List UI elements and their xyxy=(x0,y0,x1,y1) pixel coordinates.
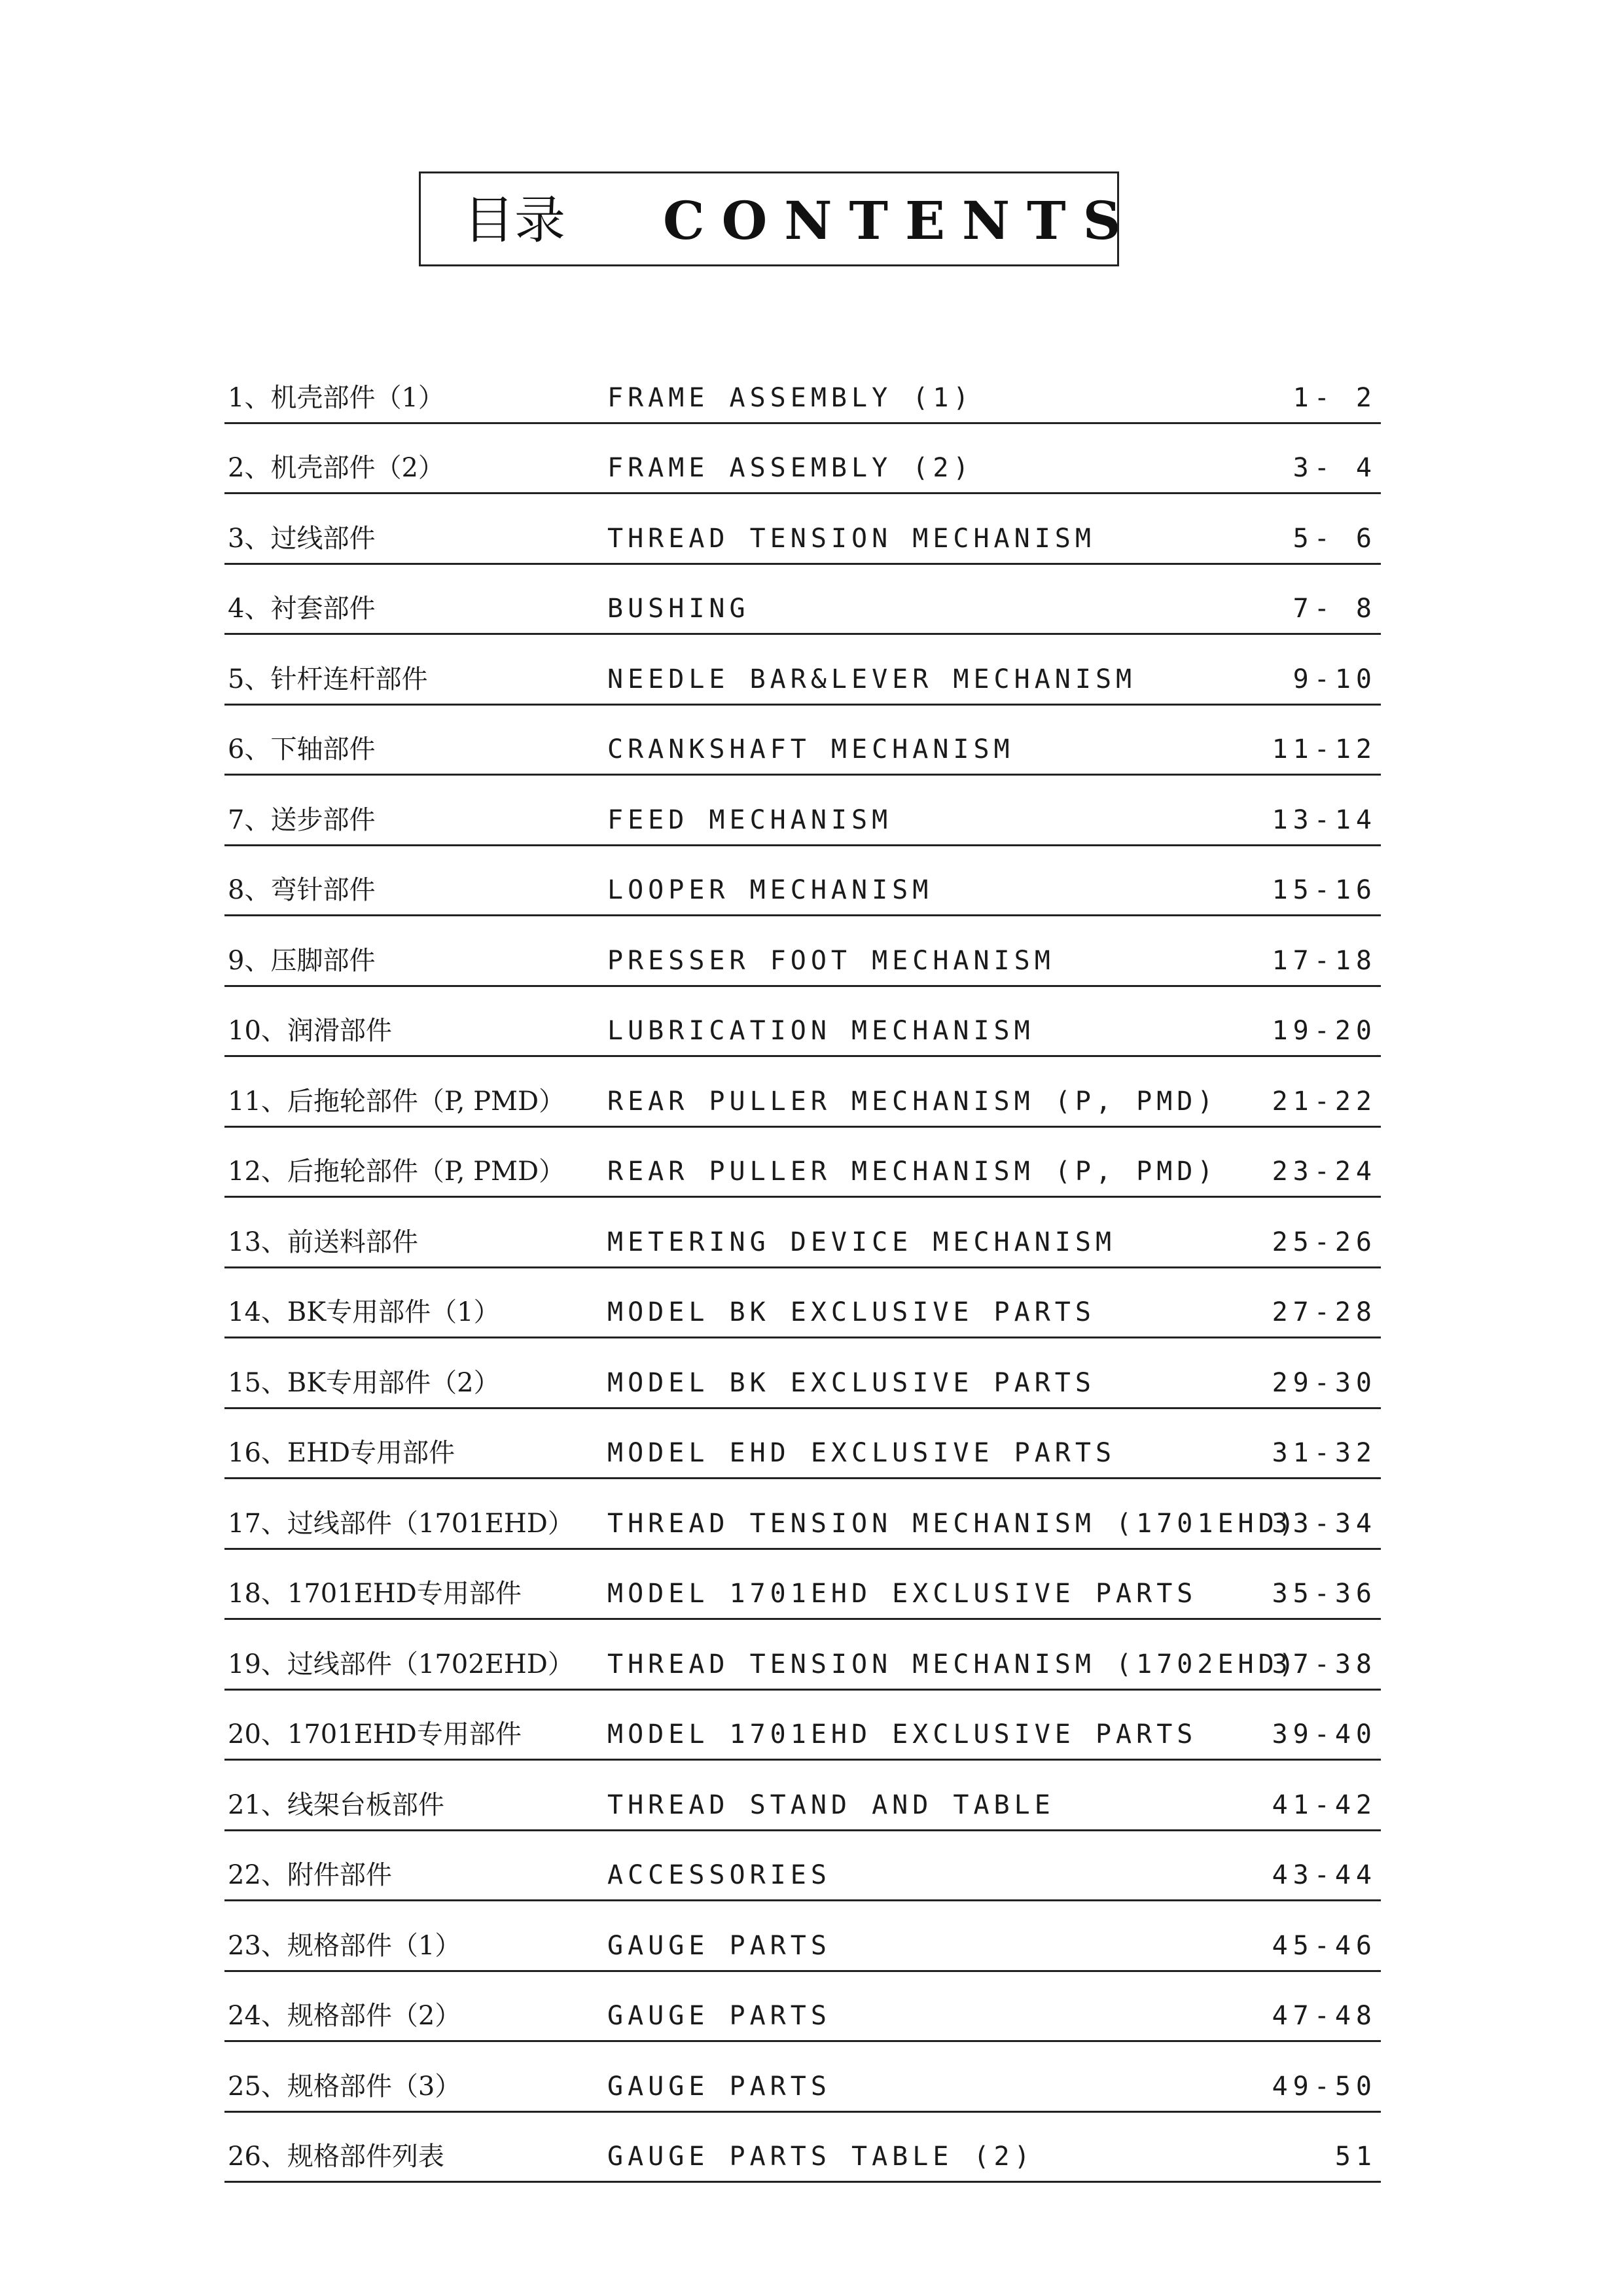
entry-page-range: 43-44 xyxy=(1272,1860,1377,1890)
toc-entry[interactable] xyxy=(224,353,1381,424)
entry-chinese-title: 8、弯针部件 xyxy=(228,875,376,905)
entry-chinese-title: 5、针杆连杆部件 xyxy=(228,664,428,694)
entry-page-range: 9-10 xyxy=(1293,664,1377,694)
entry-page-range: 45-46 xyxy=(1272,1930,1377,1961)
entry-page-range: 35-36 xyxy=(1272,1579,1377,1609)
entry-english-title: MODEL BK EXCLUSIVE PARTS xyxy=(607,1297,1096,1327)
entry-chinese-title: 4、衬套部件 xyxy=(228,594,376,624)
entry-english-title: GAUGE PARTS xyxy=(607,1930,831,1961)
entry-page-range: 3- 4 xyxy=(1293,453,1377,483)
toc-entry[interactable] xyxy=(224,1057,1381,1128)
toc-entry[interactable] xyxy=(224,1831,1381,1902)
entry-chinese-title: 20、1701EHD专用部件 xyxy=(228,1719,522,1749)
entry-chinese-title: 15、BK专用部件（2） xyxy=(228,1367,500,1398)
entry-page-range: 47-48 xyxy=(1272,2001,1377,2031)
entry-english-title: BUSHING xyxy=(607,594,750,624)
entry-chinese-title: 16、EHD专用部件 xyxy=(228,1438,455,1468)
toc-entry[interactable] xyxy=(224,1128,1381,1198)
entry-chinese-title: 3、过线部件 xyxy=(228,523,376,554)
toc-entry[interactable] xyxy=(224,1761,1381,1831)
entry-chinese-title: 13、前送料部件 xyxy=(228,1227,418,1257)
toc-entry[interactable] xyxy=(224,1550,1381,1621)
entry-page-range: 33-34 xyxy=(1272,1508,1377,1539)
entry-english-title: LUBRICATION MECHANISM xyxy=(607,1016,1035,1046)
entry-english-title: REAR PULLER MECHANISM (P, PMD) xyxy=(607,1086,1218,1117)
entry-english-title: FEED MECHANISM xyxy=(607,804,893,835)
toc-entry[interactable] xyxy=(224,1620,1381,1691)
entry-page-range: 13-14 xyxy=(1272,804,1377,835)
entry-chinese-title: 25、规格部件（3） xyxy=(228,2071,461,2102)
entry-chinese-title: 23、规格部件（1） xyxy=(228,1930,461,1961)
entry-page-range: 31-32 xyxy=(1272,1438,1377,1468)
entry-english-title: THREAD TENSION MECHANISM (1701EHD) xyxy=(607,1508,1299,1539)
entry-chinese-title: 24、规格部件（2） xyxy=(228,2001,461,2031)
toc-entry[interactable] xyxy=(224,776,1381,846)
toc-entry[interactable] xyxy=(224,1338,1381,1409)
toc-entry[interactable] xyxy=(224,494,1381,565)
toc-entry[interactable] xyxy=(224,1479,1381,1550)
entry-page-range: 25-26 xyxy=(1272,1227,1377,1257)
entry-chinese-title: 14、BK专用部件（1） xyxy=(228,1297,500,1327)
entry-page-range: 7- 8 xyxy=(1293,594,1377,624)
toc-entry[interactable] xyxy=(224,1198,1381,1268)
entry-english-title: CRANKSHAFT MECHANISM xyxy=(607,734,1014,764)
toc-entry[interactable] xyxy=(224,2042,1381,2113)
toc-entry[interactable] xyxy=(224,1972,1381,2043)
entry-english-title: METERING DEVICE MECHANISM xyxy=(607,1227,1116,1257)
entry-page-range: 27-28 xyxy=(1272,1297,1377,1327)
entry-english-title: NEEDLE BAR&LEVER MECHANISM xyxy=(607,664,1137,694)
entry-page-range: 37-38 xyxy=(1272,1649,1377,1679)
toc-entry[interactable] xyxy=(224,565,1381,636)
toc-entry[interactable] xyxy=(224,635,1381,706)
entry-chinese-title: 22、附件部件 xyxy=(228,1860,392,1890)
entry-chinese-title: 2、机壳部件（2） xyxy=(228,453,444,483)
entry-chinese-title: 17、过线部件（1701EHD） xyxy=(228,1508,574,1539)
entry-page-range: 5- 6 xyxy=(1293,523,1377,554)
entry-chinese-title: 11、后拖轮部件（P, PMD） xyxy=(228,1086,565,1117)
entry-page-range: 49-50 xyxy=(1272,2071,1377,2102)
entry-english-title: ACCESSORIES xyxy=(607,1860,831,1890)
toc-entry[interactable] xyxy=(224,424,1381,495)
toc-entry[interactable] xyxy=(224,1268,1381,1339)
entry-english-title: THREAD TENSION MECHANISM (1702EHD) xyxy=(607,1649,1299,1679)
entry-page-range: 51 xyxy=(1334,2142,1377,2172)
entry-page-range: 1- 2 xyxy=(1293,382,1377,413)
entry-page-range: 11-12 xyxy=(1272,734,1377,764)
title-chinese: 目录 xyxy=(463,191,566,250)
entry-page-range: 39-40 xyxy=(1272,1719,1377,1749)
entry-english-title: GAUGE PARTS xyxy=(607,2071,831,2102)
entry-english-title: THREAD TENSION MECHANISM xyxy=(607,523,1096,554)
entry-english-title: THREAD STAND AND TABLE xyxy=(607,1789,1055,1820)
entry-page-range: 41-42 xyxy=(1272,1789,1377,1820)
entry-english-title: REAR PULLER MECHANISM (P, PMD) xyxy=(607,1157,1218,1187)
toc-entry[interactable] xyxy=(224,1901,1381,1972)
entry-chinese-title: 6、下轴部件 xyxy=(228,734,376,764)
entry-english-title: MODEL EHD EXCLUSIVE PARTS xyxy=(607,1438,1116,1468)
toc-entry[interactable] xyxy=(224,706,1381,776)
entry-english-title: MODEL 1701EHD EXCLUSIVE PARTS xyxy=(607,1719,1198,1749)
entry-chinese-title: 1、机壳部件（1） xyxy=(228,382,444,413)
entry-english-title: FRAME ASSEMBLY (2) xyxy=(607,453,974,483)
entry-page-range: 15-16 xyxy=(1272,875,1377,905)
entry-page-range: 29-30 xyxy=(1272,1367,1377,1398)
entry-chinese-title: 7、送步部件 xyxy=(228,804,376,835)
entry-chinese-title: 10、润滑部件 xyxy=(228,1016,392,1046)
toc-entry[interactable] xyxy=(224,1691,1381,1761)
entry-chinese-title: 21、线架台板部件 xyxy=(228,1789,444,1820)
entry-english-title: MODEL 1701EHD EXCLUSIVE PARTS xyxy=(607,1579,1198,1609)
toc-entry[interactable] xyxy=(224,987,1381,1058)
entry-page-range: 21-22 xyxy=(1272,1086,1377,1117)
entry-english-title: FRAME ASSEMBLY (1) xyxy=(607,382,974,413)
entry-english-title: PRESSER FOOT MECHANISM xyxy=(607,945,1055,976)
entry-chinese-title: 12、后拖轮部件（P, PMD） xyxy=(228,1157,565,1187)
entry-chinese-title: 9、压脚部件 xyxy=(228,945,376,976)
toc-entry[interactable] xyxy=(224,2113,1381,2183)
entry-chinese-title: 19、过线部件（1702EHD） xyxy=(228,1649,574,1679)
entry-english-title: LOOPER MECHANISM xyxy=(607,875,933,905)
entry-english-title: GAUGE PARTS TABLE (2) xyxy=(607,2142,1035,2172)
toc-entry[interactable] xyxy=(224,846,1381,917)
entry-chinese-title: 26、规格部件列表 xyxy=(228,2142,444,2172)
title-english: CONTENTS xyxy=(663,190,1138,251)
entry-english-title: MODEL BK EXCLUSIVE PARTS xyxy=(607,1367,1096,1398)
entry-chinese-title: 18、1701EHD专用部件 xyxy=(228,1579,522,1609)
toc-entry[interactable] xyxy=(224,916,1381,987)
entry-page-range: 17-18 xyxy=(1272,945,1377,976)
table-of-contents xyxy=(224,353,1381,2183)
entry-page-range: 19-20 xyxy=(1272,1016,1377,1046)
entry-page-range: 23-24 xyxy=(1272,1157,1377,1187)
toc-entry[interactable] xyxy=(224,1409,1381,1480)
contents-title-box xyxy=(419,171,1138,266)
entry-english-title: GAUGE PARTS xyxy=(607,2001,831,2031)
